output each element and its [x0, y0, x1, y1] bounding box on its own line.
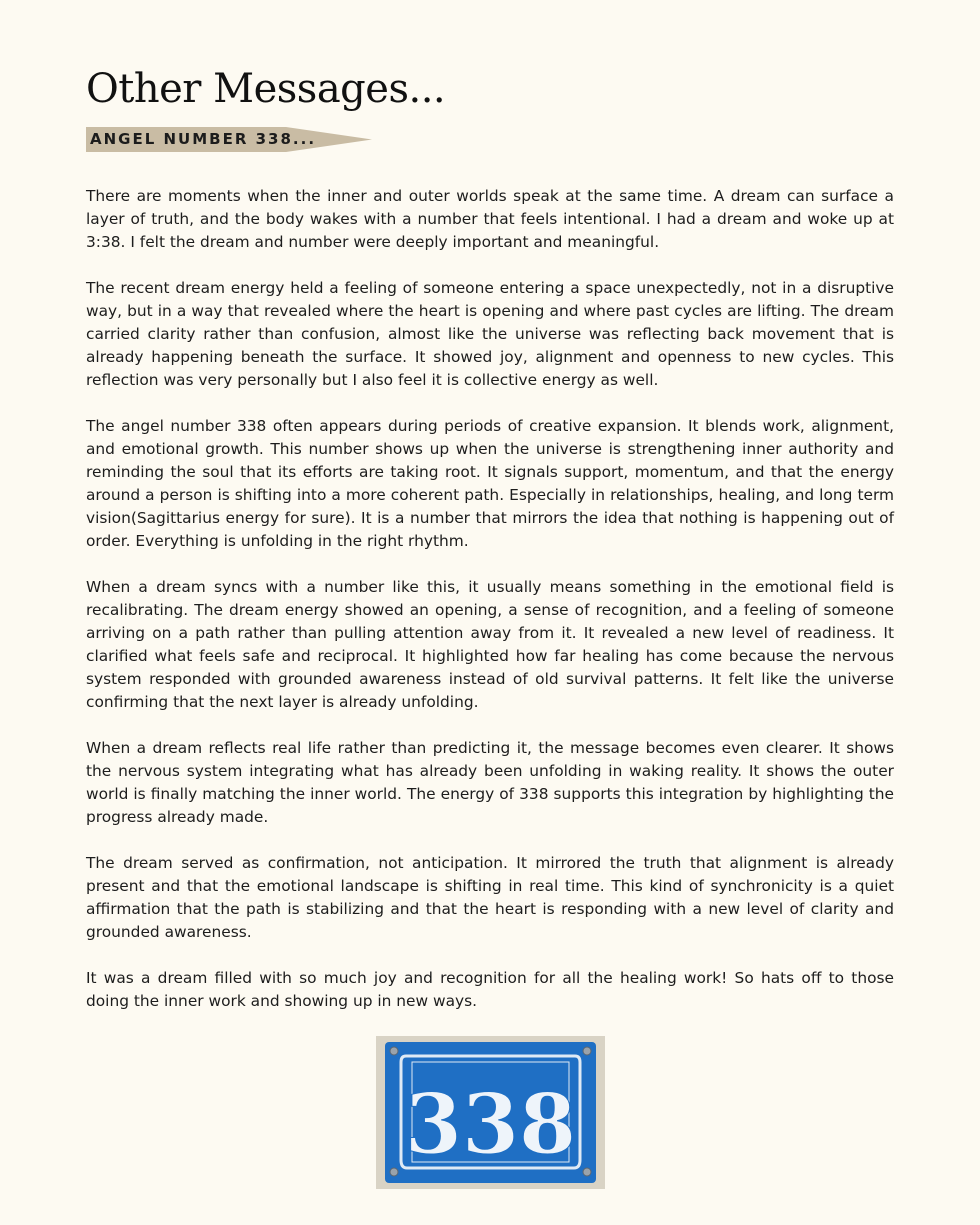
page-title: Other Messages... — [86, 66, 446, 112]
house-number-plaque-image — [376, 1036, 605, 1189]
screw-icon — [390, 1047, 398, 1055]
banner-subtitle: ANGEL NUMBER 338... — [90, 130, 317, 148]
paragraph-4: When a dream syncs with a number like this, it usually means something in the emotional field is recalibrating. The dream energy showed an opening, a sense of recognition, and a feeling of someone arriving on a path rather than pulling attention away from it. It revealed a new level of readiness. It clarified what feels safe and reciprocal. It highlighted how far healing has come because the nervous system responded with grounded awareness instead of old survival patterns. It felt like the universe confirming that the next layer is already unfolding. — [86, 578, 894, 711]
subtitle-banner — [86, 127, 372, 152]
paragraph-3: The angel number 338 often appears during periods of creative expansion. It blends work, alignment, and emotional growth. This number shows up when the universe is strengthening inner authority and reminding the soul that its efforts are taking root. It signals support, momentum, and that the energy around a person is shifting into a more coherent path. Especially in relationships, healing, and long term vision(Sagittarius energy for sure). It is a number that mirrors the idea that nothing is happening out of order. Everything is unfolding in the right rhythm. — [86, 417, 894, 550]
paragraph-6: The dream served as confirmation, not anticipation. It mirrored the truth that alignment is already present and that the emotional landscape is shifting in real time. This kind of synchronicity is a quiet affirmation that the path is stabilizing and that the heart is responding with a new level of clarity and grounded awareness. — [86, 854, 894, 941]
screw-icon — [583, 1168, 591, 1176]
paragraph-7: It was a dream filled with so much joy and recognition for all the healing work! So hats off to those doing the inner work and showing up in new ways. — [86, 969, 894, 1010]
paragraph-2: The recent dream energy held a feeling of someone entering a space unexpectedly, not in a disruptive way, but in a way that revealed where the heart is opening and where past cycles are lifting. The dream carried clarity rather than confusion, almost like the universe was reflecting back movement that is already happening beneath the surface. It showed joy, alignment and openness to new cycles. This reflection was very personally but I also feel it is collective energy as well. — [86, 279, 894, 389]
paragraph-5: When a dream reflects real life rather than predicting it, the message becomes even clearer. It shows the nervous system integrating what has already been unfolding in waking reality. It shows the outer world is finally matching the inner world. The energy of 338 supports this integration by highlighting the progress already made. — [86, 739, 894, 826]
screw-icon — [583, 1047, 591, 1055]
article-body — [86, 185, 894, 1036]
paragraph-1: There are moments when the inner and outer worlds speak at the same time. A dream can surface a layer of truth, and the body wakes with a number that feels intentional. I had a dream and woke up at 3:38. I felt the dream and number were deeply important and meaningful. — [86, 187, 894, 251]
plaque-number: 338 — [404, 1077, 577, 1173]
screw-icon — [390, 1168, 398, 1176]
